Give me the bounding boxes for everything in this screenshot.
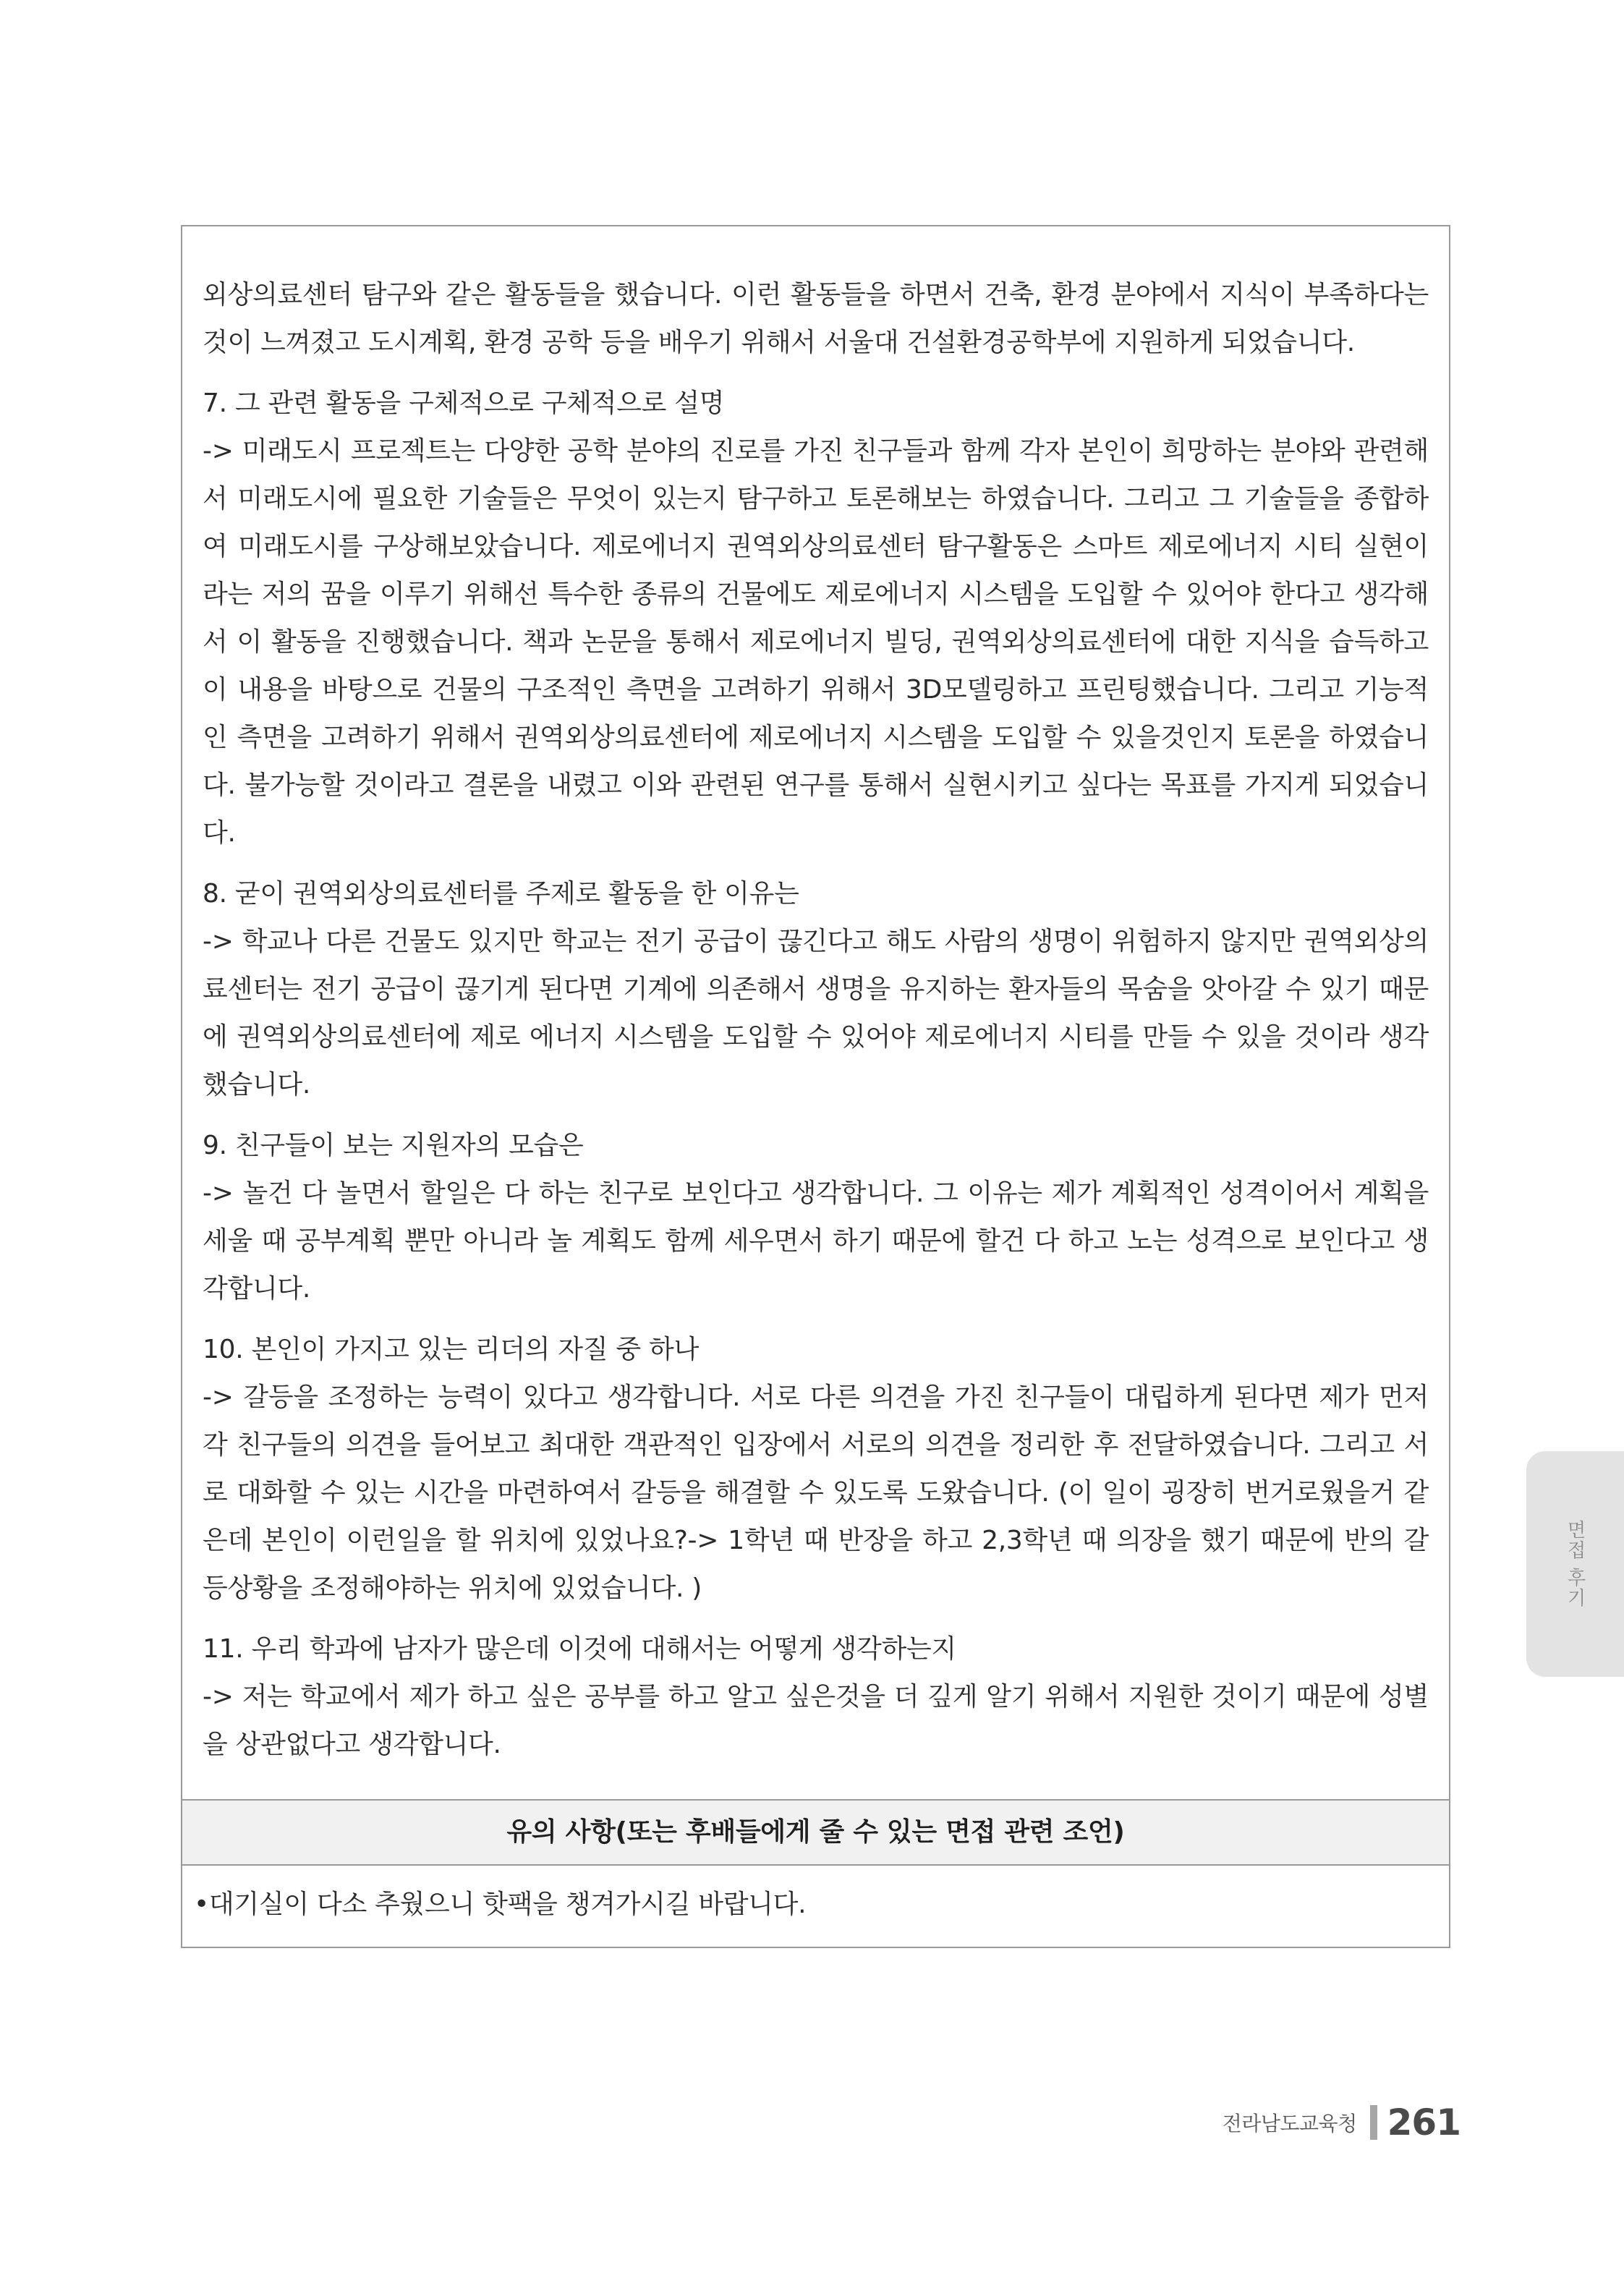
intro-paragraph: 외상의료센터 탐구와 같은 활동들을 했습니다. 이런 활동들을 하면서 건축, 환경 분야에서 지식이 부족하다는 것이 느껴졌고 도시계획, 환경 공학 등을 배우기 위해서 서울대 건설환경공학부에 지원하게 되었습니다. — [203, 280, 1429, 357]
qa-item — [203, 1326, 1429, 1612]
answer-8: -> 학교나 다른 건물도 있지만 학교는 전기 공급이 끊긴다고 해도 사람의 생명이 위험하지 않지만 권역외상의료센터는 전기 공급이 끊기게 된다면 기계에 의존해서 생명을 유지하는 환자들의 목숨을 앗아갈 수 있기 때문에 권역외상의료센터에 제로 에너지 시스템을 도입할 수 있어야 제로에너지 시티를 만들 수 있을 것이라 생각했습니다. — [203, 927, 1429, 1100]
question-7: 7. 그 관련 활동을 구체적으로 구체적으로 설명 — [203, 388, 725, 418]
answer-7: -> 미래도시 프로젝트는 다양한 공학 분야의 진로를 가진 친구들과 함께 각자 본인이 희망하는 분야와 관련해서 미래도시에 필요한 기술들은 무엇이 있는지 탐구하고 토론해보는 하였습니다. 그리고 그 기술들을 종합하여 미래도시를 구상해보았습니다. 제로에너지 권역외상의료센터 탐구활동은 스마트 제로에너지 시티 실현이라는 저의 꿈을 이루기 위해선 특수한 종류의 건물에도 제로에너지 시스템을 도입할 수 있어야 한다고 생각해서 이 활동을 진행했습니다. 책과 논문을 통해서 제로에너지 빌딩, 권역외상의료센터에 대한 지식을 습득하고 이 내용을 바탕으로 건물의 구조적인 측면을 고려하기 위해서 3D모델링하고 프린팅했습니다. 그리고 기능적인 측면을 고려하기 위해서 권역외상의료센터에 제로에너지 시스템을 도입할 수 있을것인지 토론을 하였습니다. 불가능할 것이라고 결론을 내렸고 이와 관련된 연구를 통해서 실현시키고 싶다는 목표를 가지게 되었습니다. — [203, 436, 1429, 848]
qa-item — [203, 1122, 1429, 1313]
footer-organization: 전라남도교육청 — [1222, 2112, 1357, 2135]
advice-item: •대기실이 다소 추웠으니 핫팩을 챙겨가시길 바랍니다. — [194, 1890, 807, 1919]
question-9: 9. 친구들이 보는 지원자의 모습은 — [203, 1131, 584, 1160]
side-tab-label: 면접 후기 — [1564, 1519, 1586, 1609]
main-content — [182, 226, 1449, 1799]
section-side-tab — [1526, 1451, 1624, 1677]
interview-review-box — [181, 225, 1450, 1948]
advice-section-header: 유의 사항(또는 후배들에게 줄 수 있는 면접 관련 조언) — [182, 1799, 1449, 1866]
qa-item — [203, 1625, 1429, 1769]
footer-divider — [1370, 2105, 1377, 2140]
question-11: 11. 우리 학과에 남자가 많은데 이것에 대해서는 어떻게 생각하는지 — [203, 1634, 956, 1664]
answer-10: -> 갈등을 조정하는 능력이 있다고 생각합니다. 서로 다른 의견을 가진 친구들이 대립하게 된다면 제가 먼저 각 친구들의 의견을 들어보고 최대한 객관적인 입장에서 서로의 의견을 정리한 후 전달하였습니다. 그리고 서로 대화할 수 있는 시간을 마련하여서 갈등을 해결할 수 있도록 도왔습니다. (이 일이 굉장히 번거로웠을거 같은데 본인이 이런일을 할 위치에 있었나요?-> 1학년 때 반장을 하고 2,3학년 때 의장을 했기 때문에 반의 갈등상황을 조정해야하는 위치에 있었습니다. ) — [203, 1382, 1429, 1603]
qa-item — [203, 380, 1429, 857]
answer-11: -> 저는 학교에서 제가 하고 싶은 공부를 하고 알고 싶은것을 더 깊게 알기 위해서 지원한 것이기 때문에 성별을 상관없다고 생각합니다. — [203, 1682, 1429, 1759]
page-number: 261 — [1387, 2101, 1461, 2143]
question-8: 8. 굳이 권역외상의료센터를 주제로 활동을 한 이유는 — [203, 879, 799, 909]
page-footer — [1223, 2101, 1461, 2143]
advice-section-body — [182, 1866, 1449, 1947]
question-10: 10. 본인이 가지고 있는 리더의 자질 중 하나 — [203, 1335, 699, 1364]
answer-9: -> 놀건 다 놀면서 할일은 다 하는 친구로 보인다고 생각합니다. 그 이유는 제가 계획적인 성격이어서 계획을 세울 때 공부계획 뿐만 아니라 놀 계획도 함께 세우면서 하기 때문에 할건 다 하고 노는 성격으로 보인다고 생각합니다. — [203, 1178, 1429, 1304]
qa-item — [203, 870, 1429, 1109]
